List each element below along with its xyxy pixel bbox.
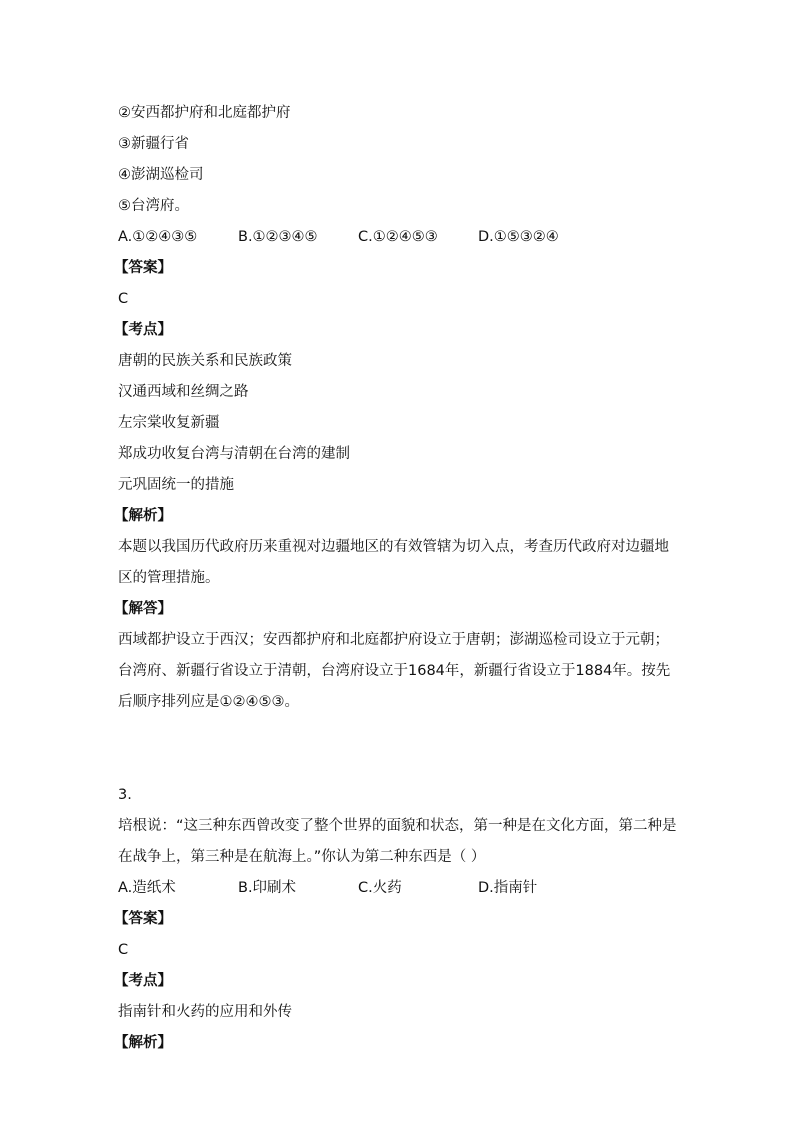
- option-d: D.①⑤③②④: [478, 229, 559, 245]
- point-item: 汉通西域和丝绸之路: [118, 384, 249, 400]
- section-spacer: [118, 749, 678, 780]
- option-c: C.①②④⑤③: [358, 229, 438, 245]
- document-page: [114, 98, 678, 1059]
- option-b: B.①②③④⑤: [238, 229, 318, 245]
- answer-heading: 【答案】: [114, 260, 172, 276]
- analysis-heading: 【解析】: [114, 508, 172, 524]
- points-heading: 【考点】: [114, 322, 172, 338]
- analysis-heading: 【解析】: [114, 1035, 172, 1051]
- option-a: A.①②④③⑤: [118, 229, 198, 245]
- point-item: 指南针和火药的应用和外传: [118, 1004, 292, 1020]
- solution-heading: 【解答】: [114, 601, 172, 617]
- answer-heading: 【答案】: [114, 911, 172, 927]
- answer-value: C: [118, 291, 129, 307]
- point-item: 郑成功收复台湾与清朝在台湾的建制: [118, 446, 350, 462]
- question-number: 3.: [118, 787, 132, 803]
- choice-item-4: ④澎湖巡检司: [118, 167, 204, 183]
- solution-text: 西域都护设立于西汉；安西都护府和北庭都护府设立于唐朝；澎湖巡检司设立于元朝；台湾府、新疆行省设立于清朝，台湾府设立于1684年，新疆行省设立于1884年。按先后顺序排列应是①②④⑤③。: [118, 632, 671, 710]
- question-stem: 培根说：“这三种东西曾改变了整个世界的面貌和状态，第一种是在文化方面，第二种是在战争上，第三种是在航海上。”你认为第二种东西是（ ）: [118, 818, 677, 865]
- answer-value: C: [118, 942, 129, 958]
- points-heading: 【考点】: [114, 973, 172, 989]
- choice-item-3: ③新疆行省: [118, 136, 189, 152]
- option-b: B.印刷术: [238, 880, 297, 896]
- option-c: C.火药: [358, 880, 402, 896]
- answer-options: [118, 873, 678, 904]
- answer-options: [118, 222, 678, 253]
- choice-item-5: ⑤台湾府。: [118, 198, 189, 214]
- question-3: [114, 780, 678, 1059]
- option-a: A.造纸术: [118, 880, 176, 896]
- section-spacer: [118, 718, 678, 749]
- question-2-continued: [114, 98, 678, 718]
- choice-item-2: ②安西都护府和北庭都护府: [118, 105, 291, 121]
- point-item: 唐朝的民族关系和民族政策: [118, 353, 292, 369]
- point-item: 左宗棠收复新疆: [118, 415, 220, 431]
- analysis-text: 本题以我国历代政府历来重视对边疆地区的有效管辖为切入点，考查历代政府对边疆地区的管理措施。: [118, 539, 669, 586]
- option-d: D.指南针: [478, 880, 538, 896]
- point-item: 元巩固统一的措施: [118, 477, 234, 493]
